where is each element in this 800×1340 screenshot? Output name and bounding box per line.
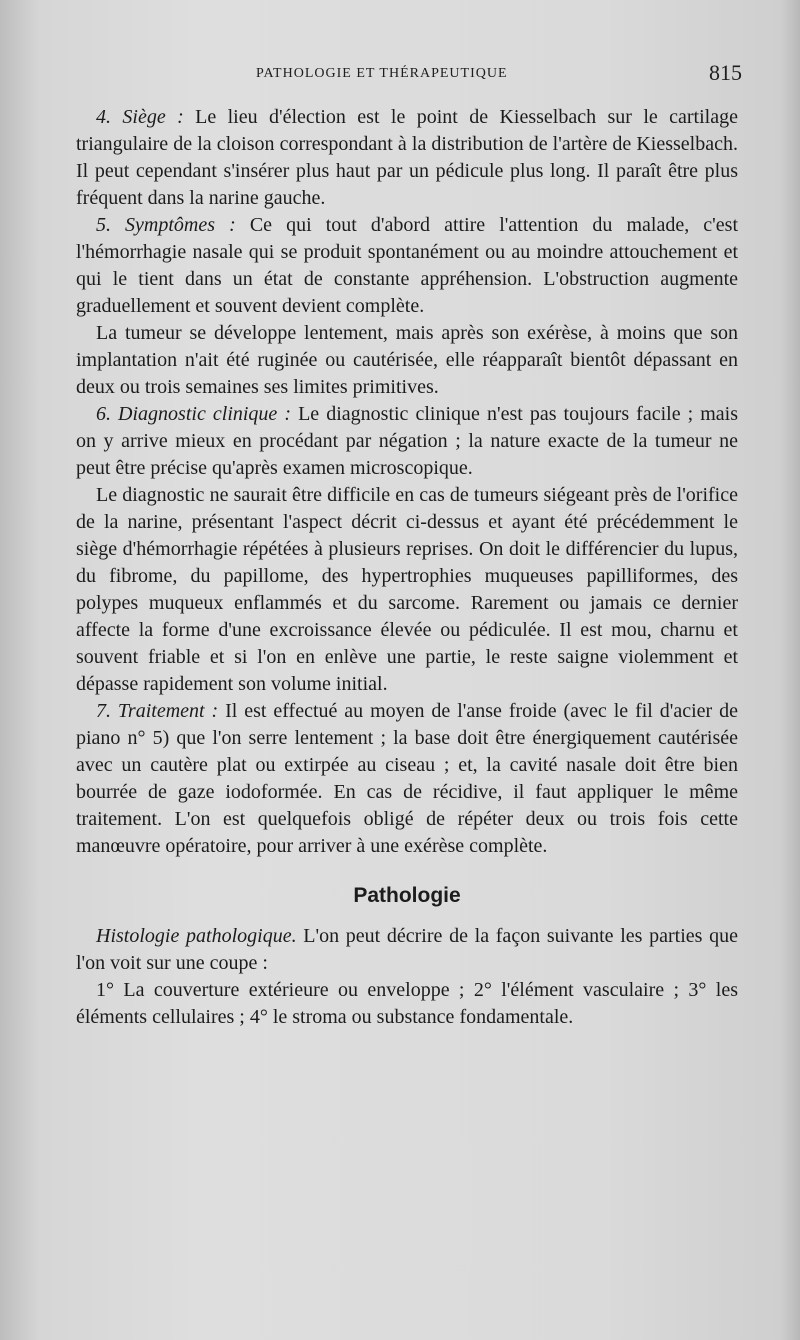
page-header bbox=[76, 60, 742, 90]
page-number: 815 bbox=[709, 60, 742, 85]
paragraph-siege bbox=[76, 104, 738, 212]
paragraph-text: Le diagnostic clinique n'est pas toujours facile ; mais on y arrive mieux en procédant par négation ; la nature exacte de la tumeur ne peut être précise qu'après examen microscopique. bbox=[76, 403, 739, 479]
section-heading: Pathologie bbox=[353, 884, 461, 907]
paragraph-text: 1° La couverture extérieure ou enveloppe ; 2° l'élément vasculaire ; 3° les éléments cellulaires ; 4° le stroma ou substance fondamentale. bbox=[76, 979, 738, 1028]
paragraph-histologie bbox=[76, 923, 738, 977]
paragraph-label: 6. Diagnostic clinique : bbox=[96, 403, 292, 425]
paragraph-parties bbox=[76, 977, 738, 1031]
paragraph-text: Le diagnostic ne saurait être difficile en cas de tumeurs siégeant près de l'orifice de la narine, présentant l'aspect décrit ci-dessus et ayant été précédemment le siège d'hémorrhagie répétées à plusieurs reprises. On doit le différencier du lupus, du fibrome, du papillome, des hypertrophies muqueuses papilliformes, des polypes muqueux enflammés et du sarcome. Rarement ou jamais ce dernier affecte la forme d'une excroissance élevée ou pédiculée. Il est mou, charnu et souvent friable et si l'on en enlève une partie, le reste saigne violemment et dépasse rapidement son volume initial. bbox=[76, 484, 738, 695]
body-text bbox=[76, 104, 738, 1031]
paragraph-text: La tumeur se développe lentement, mais après son exérèse, à moins que son implantation n'ait été ruginée ou cautérisée, elle réapparaît bientôt dépassant en deux ou trois semaines ses limites primitives. bbox=[76, 322, 738, 398]
paragraph-text: Il est effectué au moyen de l'anse froide (avec le fil d'acier de piano n° 5) que l'on serre lentement ; la base doit être énergiquement cautérisée avec un cautère plat ou extirpée au ciseau ; et, la cavité nasale doit être bien bourrée de gaze iodoformée. En cas de récidive, il faut appliquer le même traitement. L'on est quelquefois obligé de répéter deux ou trois fois cette manœuvre opératoire, pour arriver à une exérèse complète. bbox=[76, 700, 738, 857]
paragraph-traitement bbox=[76, 698, 738, 860]
paragraph-text: L'on peut décrire de la façon suivante les parties que l'on voit sur une coupe : bbox=[76, 925, 738, 974]
paragraph-label: Histologie pathologique. bbox=[96, 925, 297, 947]
paragraph-label: 5. Symptômes : bbox=[96, 214, 236, 236]
running-title: PATHOLOGIE ET THÉRAPEUTIQUE bbox=[256, 66, 508, 81]
paragraph-text: Le lieu d'élection est le point de Kiesselbach sur le cartilage triangulaire de la cloison correspondant à la distribution de l'artère de Kiesselbach. Il peut cependant s'insérer plus haut par un pédicule plus long. Il paraît être plus fréquent dans la narine gauche. bbox=[76, 106, 738, 209]
paragraph-symptomes bbox=[76, 212, 738, 320]
paragraph-label: 7. Traitement : bbox=[96, 700, 219, 722]
paragraph-diagnostic-differentiel bbox=[76, 482, 738, 698]
paragraph-tumeur bbox=[76, 320, 738, 401]
paragraph-diagnostic-clinique bbox=[76, 401, 738, 482]
paragraph-text: Ce qui tout d'abord attire l'attention du malade, c'est l'hémorrhagie nasale qui se produit spontanément ou au moindre attouchement et qui le tient dans un état de constante appréhension. L'obstruction augmente graduellement et souvent devient complète. bbox=[76, 214, 738, 317]
paragraph-label: 4. Siège : bbox=[96, 106, 184, 128]
